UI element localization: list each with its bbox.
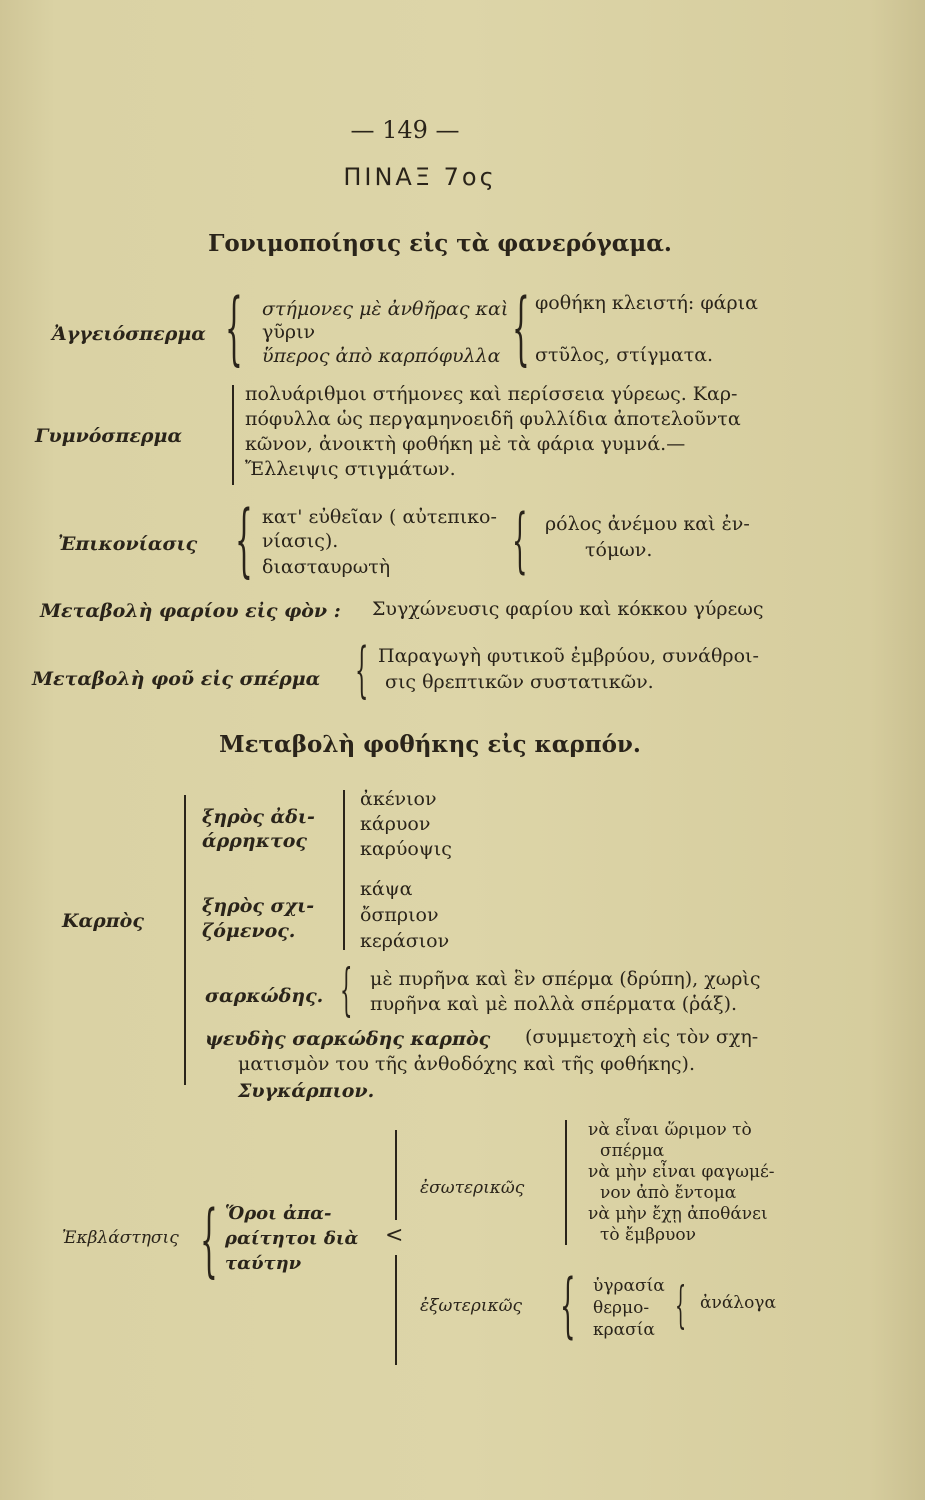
angio-line-2: γῦριν [262,321,316,343]
exoterikos-item-1: ὑγρασία [593,1276,665,1296]
section-title: Γονιμοποίησις εἰς τὰ φανερόγαμα. [208,230,672,257]
xeros-s-item-1: κάψα [360,878,413,900]
esoterikos-item-2: σπέρμα [600,1141,665,1161]
epikon-line-1: κατ' εὐθεῖαν ( αὐτεπικο- [262,506,497,528]
karpos-label: Καρπὸς [62,910,144,932]
xeros-a-item-3: καρύοψις [360,838,452,860]
epikon-line-2: νίασις). [262,530,339,552]
fruit-heading: Μεταβολὴ φοθήκης εἰς καρπόν. [219,731,641,758]
exoterikos-brace-2: { [675,1276,687,1334]
gymno-line-2: πόφυλλα ὡς περγαμηνοειδῆ φυλλίδια ἀποτελοῦντα [245,408,741,430]
esoterikos-bracket [565,1120,567,1245]
metabole-fariou-label: Μεταβολὴ φαρίου εἰς φὸν : [40,600,341,622]
synkarpion: Συγκάρπιον. [238,1080,375,1102]
ekblastesis-label: Ἐκβλάστησις [62,1228,179,1248]
sarkodes-item-1: μὲ πυρῆνα καὶ ἓν σπέρμα (δρύπη), χωρὶς [370,968,761,990]
oroi-line-3: ταύτην [225,1253,302,1274]
xeros-s-item-2: ὄσπριον [360,904,439,926]
esoterikos-item-6: τὸ ἔμβρυον [600,1225,696,1245]
epikon-brace: { [235,493,253,586]
metabole-fariou-text: Συγχώνευσις φαρίου καὶ κόκκου γύρεως [372,598,764,620]
metabole-fou-label: Μεταβολὴ φοῦ εἰς σπέρμα [32,668,321,690]
metabole-fou-brace: { [355,635,369,705]
epikon-right-2: τόμων. [585,539,653,561]
metabole-fou-line-1: Παραγωγὴ φυτικοῦ ἐμβρύου, συνάθροι- [378,645,759,667]
karpos-bracket [184,795,186,1085]
angio-brace: { [225,281,243,374]
gymno-label: Γυμνόσπερμα [35,425,183,447]
xeros-s-label-2: ζόμενος. [202,920,296,942]
xeros-s-label-1: ξηρὸς σχι- [202,895,315,917]
epikon-brace-2: { [512,499,528,581]
epikon-line-3: διασταυρωτὴ [262,556,391,578]
angio-right-1: φοθήκη κλειστή: φάρια [535,292,758,314]
esoterikos-item-1: νὰ εἶναι ὥριμον τὸ [588,1120,752,1140]
angio-right-2: στῦλος, στίγματα. [535,344,714,366]
pseudes-line-2: ματισμὸν του τῆς ἀνθοδόχης καὶ τῆς φοθήκης). [238,1053,696,1075]
xeros-a-label-2: άρρηκτος [202,830,307,852]
xeros-a-item-2: κάρυον [360,813,431,835]
exoterikos-item-2: θερμο- [593,1298,650,1318]
xeros-a-item-1: ἀκένιον [360,788,437,810]
esoterikos-item-4: νον ἀπὸ ἔντομα [600,1183,737,1203]
gymno-bracket [232,385,234,485]
angio-line-1: στήμονες μὲ ἀνθῆρας καὶ [262,298,509,320]
epikon-label: Ἐπικονίασις [58,533,198,555]
gymno-line-3: κῶνον, ἀνοικτὴ φοθήκη μὲ τὰ φάρια γυμνά.— [245,433,686,455]
pseudes-label: ψευδὴς σαρκώδης καρπὸς [205,1028,491,1050]
sarkodes-label: σαρκώδης. [205,985,324,1007]
xeros-s-item-3: κεράσιον [360,930,450,952]
ekblastesis-lower-line [395,1255,397,1365]
angio-line-3: ὕπερος ἀπὸ καρπόφυλλα [262,345,501,367]
gymno-line-4: Ἔλλειψις στιγμάτων. [245,458,456,480]
esoterikos-item-3: νὰ μὴν εἶναι φαγωμέ- [588,1162,775,1182]
exoterikos-result: ἀνάλογα [700,1293,776,1313]
sarkodes-item-2: πυρῆνα καὶ μὲ πολλὰ σπέρματα (ῥάξ). [370,993,738,1015]
oroi-line-2: ραίτητοι διὰ [225,1228,359,1249]
ekblastesis-brace: { [200,1193,218,1286]
table-title: ΠΙΝΑΞ 7ος [343,163,497,191]
exoterikos-item-3: κρασία [593,1320,655,1340]
esoterikos-label: ἐσωτερικῶς [420,1178,525,1198]
epikon-right-1: ρόλος ἀνέμου καὶ ἐν- [545,513,750,535]
metabole-fou-line-2: σις θρεπτικῶν συστατικῶν. [385,671,654,693]
ekblastesis-upper-line [395,1130,397,1220]
angio-brace-2: { [512,281,530,374]
oroi-line-1: Ὅροι ἀπα- [225,1203,332,1224]
exoterikos-brace: { [560,1264,576,1346]
sarkodes-brace: { [340,958,353,1023]
pseudes-line-1: (συμμετοχὴ εἰς τὸν σχη- [525,1026,759,1048]
exoterikos-label: ἐξωτερικῶς [420,1296,523,1316]
esoterikos-item-5: νὰ μὴν ἔχῃ ἀποθάνει [588,1204,768,1224]
angio-label: Ἀγγειόσπερμα [52,323,206,345]
page-number: — 149 — [350,116,460,144]
gymno-line-1: πολυάριθμοι στήμονες καὶ περίσσεια γύρεως. Καρ- [245,383,738,405]
xeros-a-label-1: ξηρὸς ἀδι- [202,806,315,828]
ekblastesis-arrow: < [385,1223,404,1248]
xeros-bracket [343,790,345,950]
